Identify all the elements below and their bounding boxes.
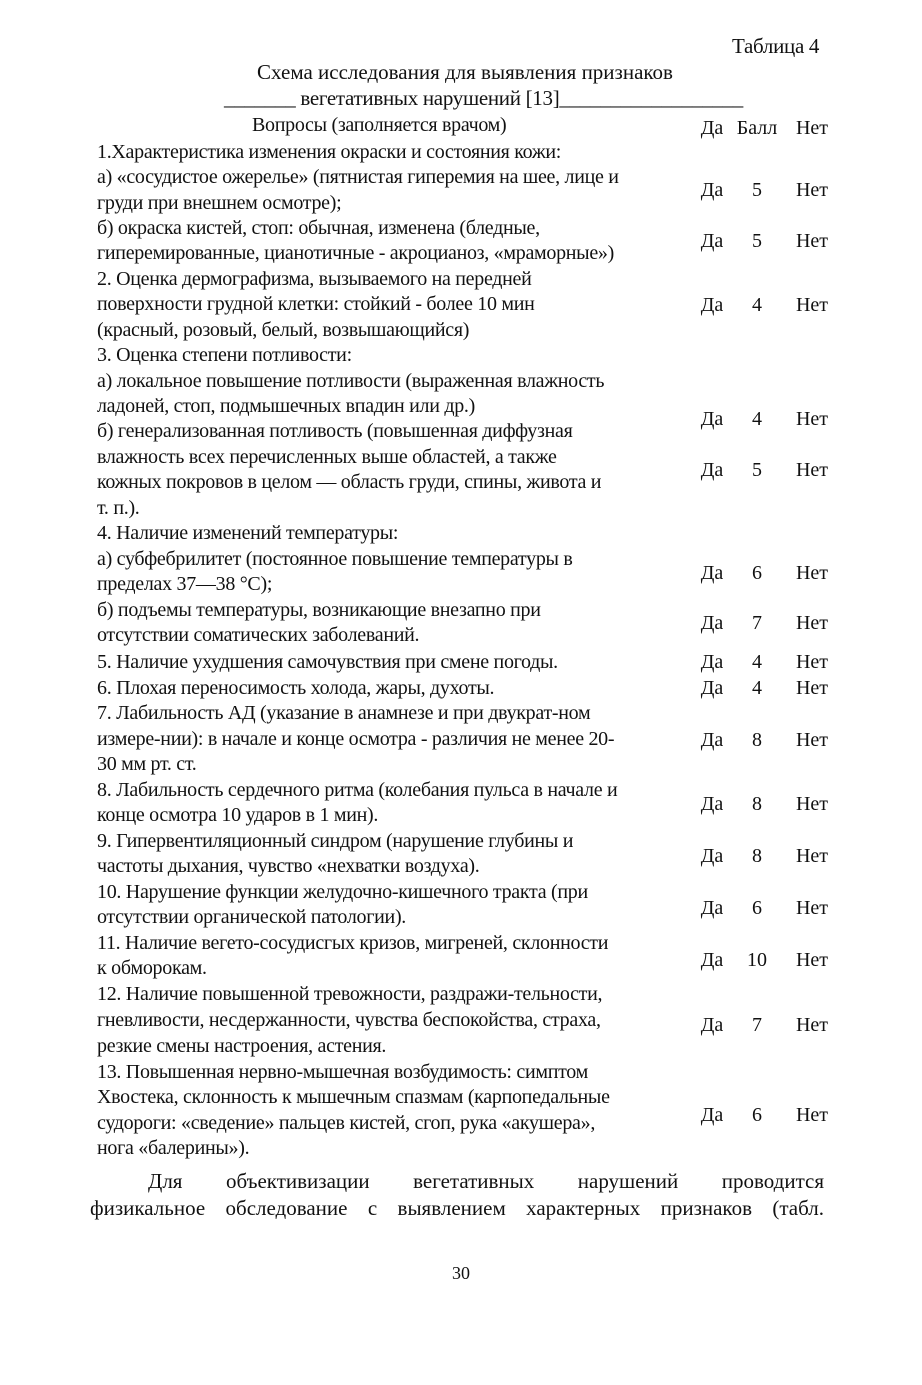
answer-score: 6: [752, 1104, 762, 1126]
answer-da: Да: [700, 408, 724, 430]
header-ball: Балл: [736, 117, 778, 139]
answer-net: Нет: [795, 179, 829, 201]
answer-da: Да: [700, 562, 724, 584]
answer-score: 5: [752, 459, 762, 481]
answer-net: Нет: [795, 408, 829, 430]
answer-score: 4: [752, 677, 762, 699]
answer-da: Да: [700, 230, 724, 252]
answer-score: 4: [752, 294, 762, 316]
paragraph-line2: физикальное обследование с выявлением характерных признаков (табл.: [90, 1196, 824, 1220]
answer-score: 7: [752, 612, 762, 634]
answer-net: Нет: [795, 294, 829, 316]
answer-score: 5: [752, 179, 762, 201]
question-line: пределах 37—38 °С);: [97, 573, 273, 595]
question-line: 1.Характеристика изменения окраски и состояния кожи:: [97, 141, 562, 163]
question-line: а) локальное повышение потливости (выраженная влажность: [97, 370, 605, 392]
question-line: резкие смены настроения, астения.: [97, 1035, 387, 1057]
answer-net: Нет: [795, 793, 829, 815]
question-line: 3. Оценка степени потливости:: [97, 344, 352, 366]
answer-da: Да: [700, 1014, 724, 1036]
question-line: гиперемированные, цианотичные - акроцианоз, «мраморные»): [97, 242, 614, 264]
answer-da: Да: [700, 179, 724, 201]
answer-score: 8: [752, 845, 762, 867]
question-line: судороги: «сведение» пальцев кистей, сгоп, рука «акушера»,: [97, 1112, 596, 1134]
answer-score: 6: [752, 897, 762, 919]
table-title-line2: _______ вегетативных нарушений [13]__________________: [224, 86, 743, 110]
question-line: груди при внешнем осмотре);: [97, 192, 342, 214]
question-line: нога «балерины»).: [97, 1137, 250, 1159]
question-line: отсутствии органической патологии).: [97, 906, 407, 928]
question-line: а) «сосудистое ожерелье» (пятнистая гиперемия на шее, лице и: [97, 166, 619, 188]
answer-score: 7: [752, 1014, 762, 1036]
question-line: (красный, розовый, белый, возвышающийся): [97, 319, 470, 341]
answer-net: Нет: [795, 651, 829, 673]
answer-net: Нет: [795, 677, 829, 699]
page-number: 30: [452, 1263, 470, 1283]
question-line: б) подъемы температуры, возникающие внезапно при: [97, 599, 541, 621]
question-line: 13. Повышенная нервно-мышечная возбудимость: симптом: [97, 1061, 588, 1083]
table-label: Таблица 4: [732, 34, 820, 58]
answer-da: Да: [700, 612, 724, 634]
answer-da: Да: [700, 845, 724, 867]
header-da: Да: [700, 117, 724, 139]
question-line: отсутствии соматических заболеваний.: [97, 624, 420, 646]
answer-net: Нет: [795, 562, 829, 584]
answer-da: Да: [700, 651, 724, 673]
answer-score: 8: [752, 729, 762, 751]
question-line: 7. Лабильность АД (указание в анамнезе и при двукрат-ном: [97, 702, 591, 724]
answer-score: 4: [752, 651, 762, 673]
answer-da: Да: [700, 949, 724, 971]
answer-da: Да: [700, 677, 724, 699]
question-line: гневливости, несдержанности, чувства беспокойства, страха,: [97, 1009, 601, 1031]
question-line: 6. Плохая переносимость холода, жары, духоты.: [97, 677, 495, 699]
paragraph-line1: Для объективизации вегетативных нарушений проводится: [148, 1169, 824, 1193]
question-line: к обморокам.: [97, 957, 207, 979]
question-line: влажность всех перечисленных выше областей, а также: [97, 446, 557, 468]
question-line: Хвостека, склонность к мышечным спазмам (карпопедальные: [97, 1086, 610, 1108]
header-questions: Вопросы (заполняется врачом): [252, 114, 507, 136]
answer-score: 8: [752, 793, 762, 815]
question-line: частоты дыхания, чувство «нехватки воздуха).: [97, 855, 480, 877]
answer-net: Нет: [795, 230, 829, 252]
answer-net: Нет: [795, 897, 829, 919]
question-line: т. п.).: [97, 497, 140, 519]
answer-score: 4: [752, 408, 762, 430]
question-line: поверхности грудной клетки: стойкий - более 10 мин: [97, 293, 535, 315]
answer-da: Да: [700, 729, 724, 751]
question-line: 9. Гипервентиляционный синдром (нарушение глубины и: [97, 830, 574, 852]
answer-da: Да: [700, 1104, 724, 1126]
answer-da: Да: [700, 897, 724, 919]
answer-score: 10: [747, 949, 767, 971]
question-line: 12. Наличие повышенной тревожности, раздражи-тельности,: [97, 983, 603, 1005]
answer-net: Нет: [795, 729, 829, 751]
answer-net: Нет: [795, 1104, 829, 1126]
question-line: 11. Наличие вегето-сосудисгых кризов, мигреней, склонности: [97, 932, 609, 954]
question-line: 2. Оценка дермографизма, вызываемого на передней: [97, 268, 532, 290]
question-line: 10. Нарушение функции желудочно-кишечного тракта (при: [97, 881, 588, 903]
question-line: б) окраска кистей, стоп: обычная, изменена (бледные,: [97, 217, 540, 239]
question-line: а) субфебрилитет (постоянное повышение температуры в: [97, 548, 573, 570]
header-net: Нет: [795, 117, 829, 139]
answer-net: Нет: [795, 845, 829, 867]
answer-net: Нет: [795, 612, 829, 634]
answer-score: 5: [752, 230, 762, 252]
question-line: ладоней, стоп, подмышечных впадин или др.): [97, 395, 475, 417]
answer-net: Нет: [795, 1014, 829, 1036]
question-line: измере-нии): в начале и конце осмотра - различия не менее 20-: [97, 728, 615, 750]
question-line: кожных покровов в целом — область груди, спины, живота и: [97, 471, 602, 493]
question-line: 30 мм рт. ст.: [97, 753, 197, 775]
question-line: 5. Наличие ухудшения самочувствия при смене погоды.: [97, 651, 558, 673]
table-title-line1: Схема исследования для выявления признаков: [257, 60, 673, 84]
answer-score: 6: [752, 562, 762, 584]
answer-da: Да: [700, 294, 724, 316]
question-line: 8. Лабильность сердечного ритма (колебания пульса в начале и: [97, 779, 618, 801]
question-line: б) генерализованная потливость (повышенная диффузная: [97, 420, 573, 442]
answer-net: Нет: [795, 949, 829, 971]
answer-net: Нет: [795, 459, 829, 481]
answer-da: Да: [700, 459, 724, 481]
answer-da: Да: [700, 793, 724, 815]
question-line: 4. Наличие изменений температуры:: [97, 522, 399, 544]
question-line: конце осмотра 10 ударов в 1 мин).: [97, 804, 379, 826]
